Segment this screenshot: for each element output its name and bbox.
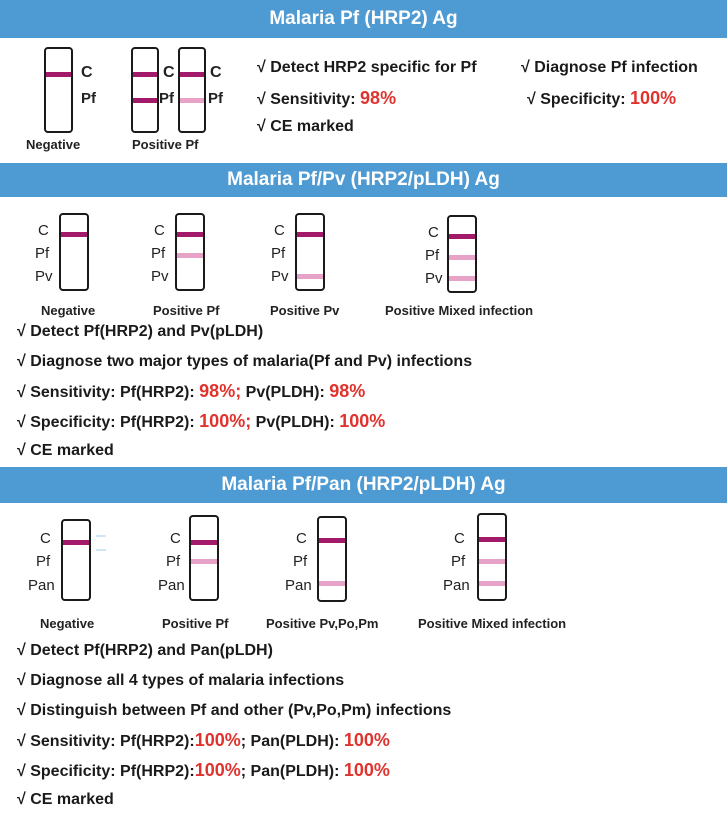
strip-label-pf: Pf xyxy=(425,247,440,264)
faint-marks xyxy=(96,535,106,537)
pf-sensitivity-value: 100% xyxy=(194,730,241,750)
bullet-specificity xyxy=(527,88,676,109)
bullet-detect xyxy=(17,323,263,341)
control-line xyxy=(449,234,475,239)
test-strip-positive-pvpopm xyxy=(317,516,347,602)
bullet-sensitivity xyxy=(17,381,365,402)
check-icon: √ xyxy=(17,442,26,459)
bullet-text: CE marked xyxy=(30,791,114,808)
bullet-text: Diagnose all 4 types of malaria infections xyxy=(30,672,345,689)
test-strip-positive-pf xyxy=(175,213,205,291)
strip-label-c: C xyxy=(210,64,222,81)
strip-label-pf: Pf xyxy=(36,553,51,570)
strip-label-pv: Pv xyxy=(35,268,53,285)
test-strip-positive-pf-2 xyxy=(178,47,206,133)
test-strip-negative xyxy=(44,47,73,133)
control-line xyxy=(180,72,204,77)
strip-label-c: C xyxy=(428,224,439,241)
check-icon: √ xyxy=(17,702,26,719)
strip-label-c: C xyxy=(38,222,49,239)
control-line xyxy=(63,540,89,545)
bullet-text: Detect Pf(HRP2) and Pan(pLDH) xyxy=(30,642,273,659)
pf-specificity-value: 100% xyxy=(194,760,241,780)
check-icon: √ xyxy=(257,59,266,76)
specificity-label: Specificity: xyxy=(30,414,116,431)
caption-negative: Negative xyxy=(41,303,96,318)
sensitivity-label: Sensitivity: xyxy=(270,91,356,108)
pf-line xyxy=(180,98,204,103)
strip-label-pf: Pf xyxy=(451,553,466,570)
control-line xyxy=(297,232,323,237)
pf-sensitivity-value: 98%; xyxy=(199,381,242,401)
caption-positive-pf: Positive Pf xyxy=(162,616,229,631)
pv-label: Pv(PLDH): xyxy=(245,384,325,401)
check-icon: √ xyxy=(257,118,266,135)
test-strip-negative xyxy=(59,213,89,291)
bullet-text: Distinguish between Pf and other (Pv,Po,Pm) infections xyxy=(30,702,452,719)
bullet-diagnose xyxy=(521,59,698,77)
faint-marks xyxy=(96,549,106,551)
pan-label: ; Pan(PLDH): xyxy=(240,763,340,780)
section3-title: Malaria Pf/Pan (HRP2/pLDH) Ag xyxy=(221,474,506,495)
specificity-label: Specificity: xyxy=(30,763,116,780)
check-icon: √ xyxy=(17,414,26,431)
check-icon: √ xyxy=(17,763,26,780)
test-strip-positive-mixed xyxy=(447,215,477,293)
section1-title: Malaria Pf (HRP2) Ag xyxy=(269,8,458,29)
strip-label-pan: Pan xyxy=(158,577,185,594)
pan-label: ; Pan(PLDH): xyxy=(240,733,340,750)
pf-specificity-value: 100%; xyxy=(199,411,252,431)
strip-label-c: C xyxy=(163,64,175,81)
caption-positive-mixed: Positive Mixed infection xyxy=(418,616,567,631)
bullet-text: Detect Pf(HRP2) and Pv(pLDH) xyxy=(30,323,264,340)
bullet-detect xyxy=(17,642,273,660)
caption-positive-pv: Positive Pv xyxy=(270,303,340,318)
bullet-ce xyxy=(257,118,354,136)
strip-label-pv: Pv xyxy=(151,268,169,285)
strip-label-pf: Pf xyxy=(208,90,223,107)
caption-negative: Negative xyxy=(26,137,81,152)
pf-line xyxy=(177,253,203,258)
pan-line xyxy=(479,581,505,586)
pv-specificity-value: 100% xyxy=(339,411,386,431)
bullet-text: CE marked xyxy=(270,118,354,135)
pf-line xyxy=(191,559,217,564)
test-strip-positive-pf xyxy=(189,515,219,601)
pf-label: Pf(HRP2): xyxy=(120,384,195,401)
pan-line xyxy=(319,581,345,586)
section1-banner xyxy=(0,0,727,38)
strip-label-c: C xyxy=(154,222,165,239)
strip-label-c: C xyxy=(40,530,51,547)
bullet-detect xyxy=(257,59,477,77)
control-line xyxy=(133,72,157,77)
test-strip-negative xyxy=(61,519,91,601)
test-strip-positive-pf-1 xyxy=(131,47,159,133)
check-icon: √ xyxy=(17,791,26,808)
check-icon: √ xyxy=(17,642,26,659)
bullet-diagnose xyxy=(17,353,472,371)
control-line xyxy=(177,232,203,237)
pv-line xyxy=(297,274,323,279)
strip-label-pf: Pf xyxy=(35,245,50,262)
bullet-ce xyxy=(17,442,114,460)
check-icon: √ xyxy=(527,91,536,108)
test-strip-positive-mixed xyxy=(477,513,507,601)
check-icon: √ xyxy=(17,323,26,340)
check-icon: √ xyxy=(17,733,26,750)
strip-label-c: C xyxy=(274,222,285,239)
bullet-text: Detect HRP2 specific for Pf xyxy=(270,59,477,76)
caption-negative: Negative xyxy=(40,616,95,631)
bullet-sensitivity xyxy=(17,730,390,751)
strip-label-pan: Pan xyxy=(443,577,470,594)
strip-label-pf: Pf xyxy=(293,553,308,570)
pf-label: Pf(HRP2): xyxy=(120,763,195,780)
strip-label-pv: Pv xyxy=(271,268,289,285)
bullet-text: CE marked xyxy=(30,442,114,459)
bullet-ce xyxy=(17,791,114,809)
bullet-specificity xyxy=(17,411,385,432)
test-strip-positive-pv xyxy=(295,213,325,291)
bullet-sensitivity xyxy=(257,88,396,109)
section3-banner xyxy=(0,467,727,503)
bullet-distinguish xyxy=(17,702,451,720)
pan-sensitivity-value: 100% xyxy=(343,730,390,750)
bullet-text: Diagnose Pf infection xyxy=(534,59,698,76)
pf-line xyxy=(449,255,475,260)
strip-label-c: C xyxy=(170,530,181,547)
control-line xyxy=(46,72,71,77)
control-line xyxy=(479,537,505,542)
check-icon: √ xyxy=(17,384,26,401)
sensitivity-label: Sensitivity: xyxy=(30,384,116,401)
strip-label-pf: Pf xyxy=(166,553,181,570)
strip-label-c: C xyxy=(296,530,307,547)
check-icon: √ xyxy=(257,91,266,108)
check-icon: √ xyxy=(17,353,26,370)
caption-positive-pf: Positive Pf xyxy=(132,137,199,152)
control-line xyxy=(61,232,87,237)
check-icon: √ xyxy=(521,59,530,76)
pf-line xyxy=(133,98,157,103)
pf-label: Pf(HRP2): xyxy=(120,414,195,431)
strip-label-c: C xyxy=(81,64,93,81)
strip-label-pf: Pf xyxy=(159,90,174,107)
strip-label-c: C xyxy=(454,530,465,547)
pan-specificity-value: 100% xyxy=(343,760,390,780)
pv-label: Pv(PLDH): xyxy=(255,414,335,431)
specificity-label: Specificity: xyxy=(540,91,626,108)
sensitivity-value: 98% xyxy=(360,88,397,108)
pf-label: Pf(HRP2): xyxy=(120,733,195,750)
bullet-text: Diagnose two major types of malaria(Pf and Pv) infections xyxy=(30,353,473,370)
strip-label-pf: Pf xyxy=(271,245,286,262)
bullet-specificity xyxy=(17,760,390,781)
control-line xyxy=(191,540,217,545)
check-icon: √ xyxy=(17,672,26,689)
bullet-diagnose xyxy=(17,672,344,690)
strip-label-pf: Pf xyxy=(151,245,166,262)
section2-banner xyxy=(0,163,727,197)
strip-label-pan: Pan xyxy=(28,577,55,594)
pv-line xyxy=(449,276,475,281)
control-line xyxy=(319,538,345,543)
caption-positive-mixed: Positive Mixed infection xyxy=(385,303,534,318)
caption-positive-pvpopm: Positive Pv,Po,Pm xyxy=(266,616,379,631)
strip-label-pan: Pan xyxy=(285,577,312,594)
caption-positive-pf: Positive Pf xyxy=(153,303,220,318)
section2-title: Malaria Pf/Pv (HRP2/pLDH) Ag xyxy=(227,169,500,190)
pv-sensitivity-value: 98% xyxy=(329,381,366,401)
specificity-value: 100% xyxy=(630,88,677,108)
sensitivity-label: Sensitivity: xyxy=(30,733,116,750)
pf-line xyxy=(479,559,505,564)
strip-label-pv: Pv xyxy=(425,270,443,287)
strip-label-pf: Pf xyxy=(81,90,96,107)
